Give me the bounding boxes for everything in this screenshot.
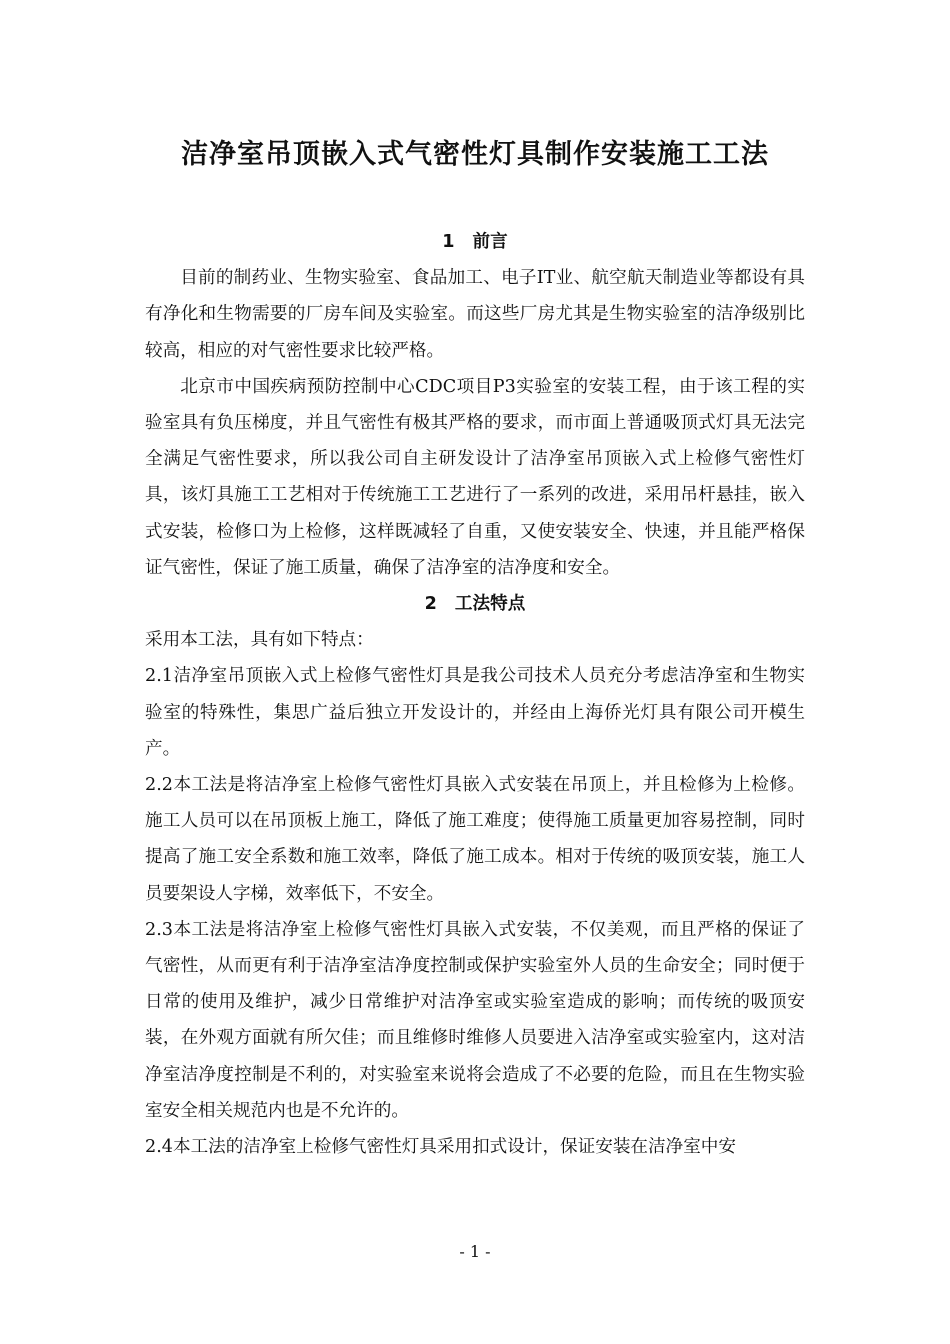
- section-number: 1: [442, 232, 455, 252]
- list-item: 2.2本工法是将洁净室上检修气密性灯具嵌入式安装在吊顶上，并且检修为上检修。施工人员可以在吊顶板上施工，降低了施工难度；使得施工质量更加容易控制，同时提高了施工安全系数和施工效率，降低了施工成本。相对于传统的吸顶安装，施工人员要架设人字梯，效率低下，不安全。: [145, 775, 805, 904]
- page-number: - 1 -: [459, 1242, 491, 1261]
- document-body: [145, 224, 805, 1165]
- section-number: 2: [424, 594, 437, 615]
- list-item: 2.1洁净室吊顶嵌入式上检修气密性灯具是我公司技术人员充分考虑洁净室和生物实验室的特殊性，集思广益后独立开发设计的，并经由上海侨光灯具有限公司开模生产。: [145, 666, 805, 759]
- paragraph: 目前的制药业、生物实验室、食品加工、电子IT业、航空航天制造业等都设有具有净化和生物需要的厂房车间及实验室。而这些厂房尤其是生物实验室的洁净级别比较高，相应的对气密性要求比较严格。: [145, 268, 805, 361]
- document-title: 洁净室吊顶嵌入式气密性灯具制作安装施工工法: [181, 139, 769, 170]
- section-heading-2: [145, 586, 805, 622]
- list-item: 2.4本工法的洁净室上检修气密性灯具采用扣式设计，保证安装在洁净室中安: [145, 1137, 736, 1158]
- section-intro: 采用本工法，具有如下特点：: [145, 630, 374, 651]
- section-title: 工法特点: [454, 594, 526, 615]
- list-item: 2.3本工法是将洁净室上检修气密性灯具嵌入式安装，不仅美观，而且严格的保证了气密性，从而更有利于洁净室洁净度控制或保护实验室外人员的生命安全；同时便于日常的使用及维护，减少日常维护对洁净室或实验室造成的影响；而传统的吸顶安装，在外观方面就有所欠佳；而且维修时维修人员要进入洁净室或实验室内，这对洁净室洁净度控制是不利的，对实验室来说将会造成了不必要的危险，而且在生物实验室安全相关规范内也是不允许的。: [145, 919, 805, 1121]
- section-title: 前言: [472, 232, 508, 252]
- section-heading-1: [145, 224, 805, 260]
- paragraph: 北京市中国疾病预防控制中心CDC项目P3实验室的安装工程，由于该工程的实验室具有负压梯度，并且气密性有极其严格的要求，而市面上普通吸顶式灯具无法完全满足气密性要求，所以我公司自主研发设计了洁净室吊顶嵌入式上检修气密性灯具，该灯具施工工艺相对于传统施工工艺进行了一系列的改进，采用吊杆悬挂，嵌入式安装，检修口为上检修，这样既减轻了自重，又使安装安全、快速，并且能严格保证气密性，保证了施工质量，确保了洁净室的洁净度和安全。: [145, 376, 805, 578]
